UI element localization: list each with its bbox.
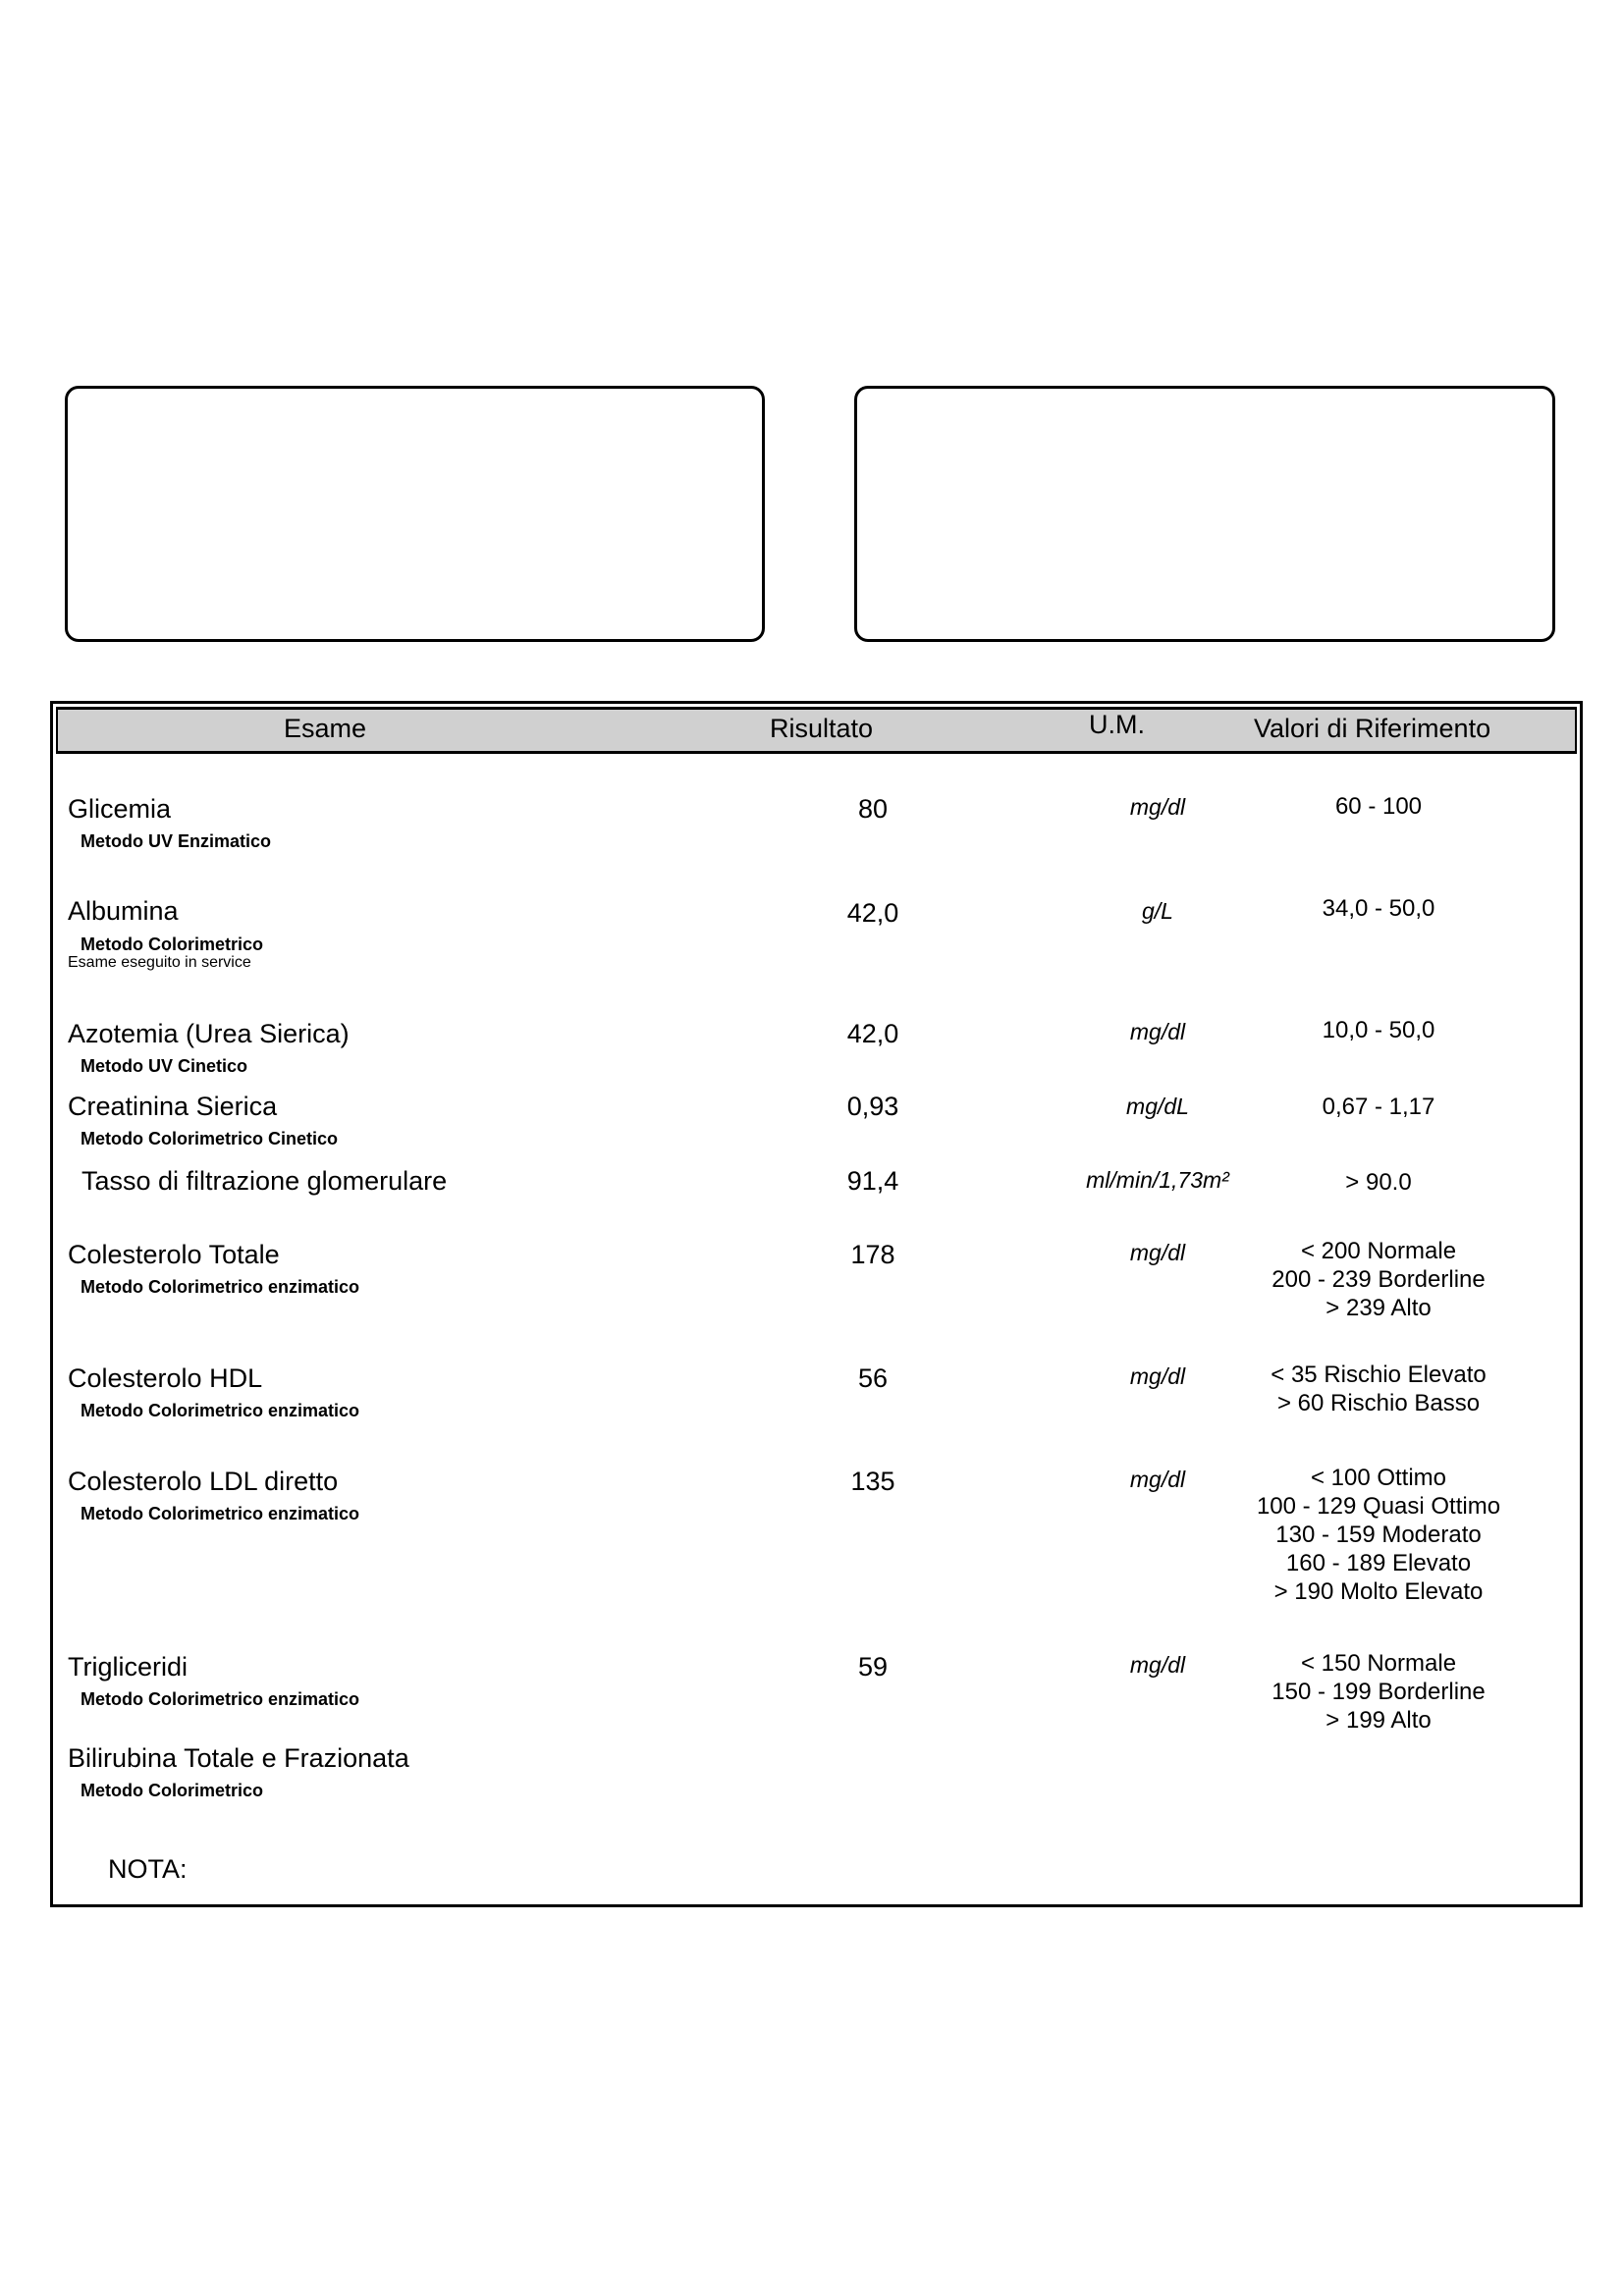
exam-reference — [1231, 1093, 1526, 1121]
exam-reference — [1231, 1464, 1526, 1606]
exam-unit: mg/dl — [1129, 1652, 1186, 1678]
exam-name: Colesterolo Totale — [68, 1240, 280, 1269]
exam-value: 91,4 — [846, 1166, 899, 1196]
reference-line: > 60 Rischio Basso — [1276, 1390, 1481, 1416]
patient-info-box — [65, 386, 765, 642]
exam-name: Colesterolo LDL diretto — [68, 1467, 339, 1496]
exam-method: Metodo Colorimetrico Cinetico — [81, 1129, 339, 1148]
exam-unit: mg/dL — [1126, 1094, 1189, 1119]
header-um: U.M. — [1089, 710, 1145, 739]
reference-line: 100 - 129 Quasi Ottimo — [1256, 1493, 1501, 1520]
exam-name: Albumina — [68, 896, 179, 926]
exam-unit: mg/dl — [1129, 1019, 1186, 1044]
reference-line: > 199 Alto — [1325, 1707, 1432, 1734]
exam-value: 42,0 — [846, 898, 899, 928]
lab-info-box — [854, 386, 1555, 642]
reference-line: < 100 Ottimo — [1310, 1465, 1447, 1491]
reference-line: 160 - 189 Elevato — [1285, 1550, 1472, 1576]
exam-value: 59 — [857, 1652, 889, 1682]
reference-line: > 190 Molto Elevato — [1273, 1578, 1484, 1605]
exam-method: Metodo Colorimetrico — [81, 1781, 264, 1800]
exam-reference — [1231, 1649, 1526, 1735]
exam-reference — [1231, 1237, 1526, 1322]
reference-line: < 150 Normale — [1300, 1650, 1457, 1677]
exam-unit: ml/min/1,73m² — [1086, 1167, 1229, 1193]
exam-unit: mg/dl — [1129, 1240, 1186, 1265]
exam-service-note: Esame eseguito in service — [68, 954, 251, 971]
exam-value: 178 — [850, 1240, 895, 1269]
exam-value: 0,93 — [846, 1092, 899, 1121]
reference-line: 0,67 - 1,17 — [1322, 1094, 1435, 1120]
exam-reference — [1231, 1361, 1526, 1417]
reference-line: 150 - 199 Borderline — [1271, 1679, 1486, 1705]
nota-label: NOTA: — [108, 1854, 188, 1884]
exam-unit: mg/dl — [1129, 1363, 1186, 1389]
reference-line: > 239 Alto — [1325, 1295, 1432, 1321]
results-table — [50, 701, 1583, 1907]
exam-reference — [1231, 894, 1526, 923]
exam-name: Azotemia (Urea Sierica) — [68, 1019, 350, 1048]
exam-unit: mg/dl — [1129, 1467, 1186, 1492]
exam-name: Colesterolo HDL — [68, 1363, 263, 1393]
exam-name: Bilirubina Totale e Frazionata — [68, 1743, 409, 1773]
reference-line: 200 - 239 Borderline — [1271, 1266, 1486, 1293]
reference-line: 60 - 100 — [1334, 793, 1423, 820]
exam-value: 135 — [850, 1467, 895, 1496]
exam-method: Metodo Colorimetrico enzimatico — [81, 1277, 360, 1297]
exam-method: Metodo Colorimetrico — [81, 934, 264, 954]
exam-method: Metodo Colorimetrico enzimatico — [81, 1504, 360, 1523]
exam-name: Trigliceridi — [68, 1652, 189, 1682]
exam-unit: mg/dl — [1129, 794, 1186, 820]
reference-line: > 90.0 — [1345, 1169, 1412, 1196]
exam-name: Creatinina Sierica — [68, 1092, 278, 1121]
header-esame: Esame — [284, 714, 367, 743]
reference-line: < 35 Rischio Elevato — [1271, 1362, 1487, 1388]
exam-method: Metodo Colorimetrico enzimatico — [81, 1689, 360, 1709]
exam-name: Tasso di filtrazione glomerulare — [81, 1166, 448, 1196]
header-valori: Valori di Riferimento — [1254, 714, 1491, 743]
table-header — [56, 707, 1577, 754]
exam-value: 42,0 — [846, 1019, 899, 1048]
exam-unit: g/L — [1142, 898, 1173, 924]
exam-reference — [1231, 1168, 1526, 1197]
exam-reference — [1231, 792, 1526, 821]
exam-name: Glicemia — [68, 794, 172, 824]
reference-line: 10,0 - 50,0 — [1322, 1017, 1435, 1043]
exam-method: Metodo UV Cinetico — [81, 1056, 247, 1076]
exam-value: 80 — [857, 794, 889, 824]
exam-method: Metodo UV Enzimatico — [81, 831, 272, 851]
exam-value: 56 — [857, 1363, 889, 1393]
reference-line: 130 - 159 Moderato — [1275, 1522, 1482, 1548]
reference-line: < 200 Normale — [1300, 1238, 1457, 1264]
exam-reference — [1231, 1016, 1526, 1044]
reference-line: 34,0 - 50,0 — [1322, 895, 1435, 922]
exam-method: Metodo Colorimetrico enzimatico — [81, 1401, 360, 1420]
header-risultato: Risultato — [770, 714, 874, 743]
